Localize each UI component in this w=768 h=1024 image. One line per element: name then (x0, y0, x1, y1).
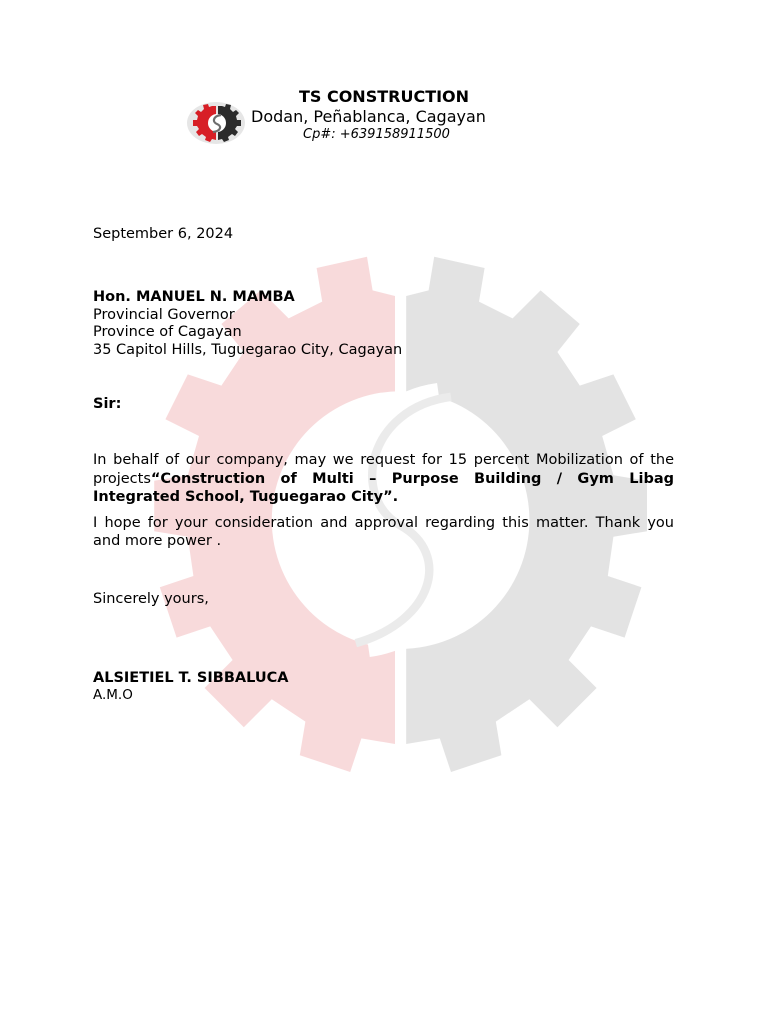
body-paragraph-1 (93, 451, 674, 507)
gear-logo-icon (186, 100, 246, 146)
signatory-title: A.M.O (93, 687, 133, 703)
recipient-address: 35 Capitol Hills, Tuguegarao City, Cagayan (93, 341, 403, 358)
recipient-office: Province of Cagayan (93, 324, 242, 340)
closing: Sincerely yours, (93, 591, 209, 607)
project-title: “Construction of Multi – Purpose Building / Gym Libag Integrated School, Tuguegarao City”. (93, 470, 674, 505)
salutation: Sir: (93, 396, 122, 412)
body-request-text: In behalf of our company, may we request for 15 percent Mobilization of the projects (93, 452, 674, 487)
signatory-name: ALSIETIEL T. SIBBALUCA (93, 670, 289, 686)
signatory-block (93, 670, 288, 704)
company-phone: Cp#: +639158911500 (303, 127, 450, 142)
company-name: TS CONSTRUCTION (298, 87, 470, 106)
letter-date: September 6, 2024 (93, 226, 234, 242)
company-address: Dodan, Peñablanca, Cagayan (251, 107, 486, 126)
letter-body (93, 451, 674, 558)
recipient-title: Provincial Governor (93, 306, 235, 323)
body-paragraph-2: I hope for your consideration and approval regarding this matter. Thank you and more power . (93, 514, 674, 549)
recipient-name: Hon. MANUEL N. MAMBA (93, 289, 295, 305)
recipient-block (93, 289, 402, 359)
